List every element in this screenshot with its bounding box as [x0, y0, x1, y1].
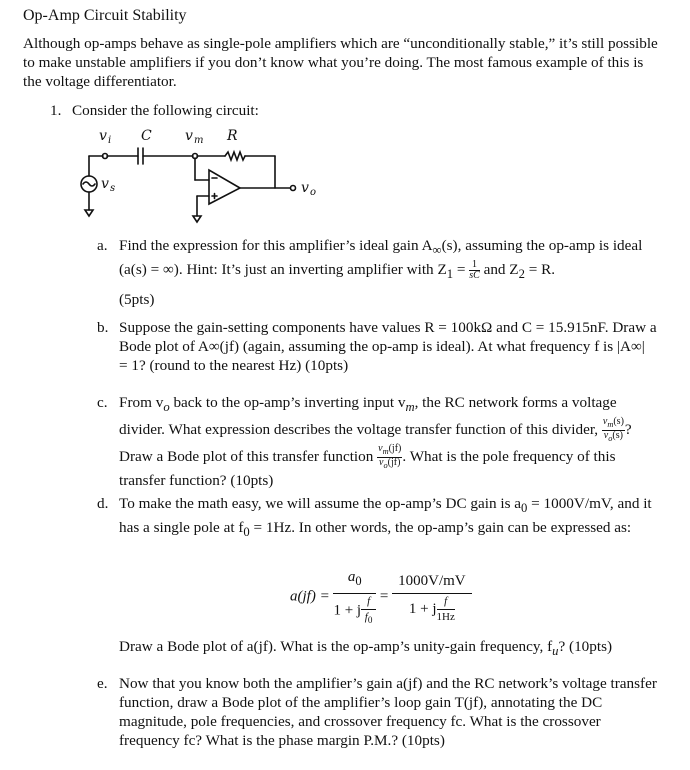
label-vo: v — [301, 180, 309, 196]
label-r: R — [227, 128, 238, 144]
intro-paragraph: Although op-amps behave as single-pole amplifiers which are “unconditionally stable,” it’s still possible to make unstable amplifiers if you don’t know what you’re doing. The most famous example of this is the voltage differentiator. — [23, 35, 658, 90]
part-c: c. From $v_o$ back to the op-amp’s inverting input $v_m$, the RC network forms a voltage divider. What expression describes the voltage transfer function of this divider, $\frac{v_m(s)}{v_o(s)}$ ? Draw a Bode plot of this transfer function $\frac{v_m(jf)}{v_o(jf)}$ . What is the pole frequency of this transfer function? (10pts) — [97, 394, 632, 490]
svg-text:i: i — [108, 135, 112, 146]
part-d: d. To make the math easy, we will assume the op-amp’s DC gain is $a_0 = 1000V/mV$, and it has a single pole at $f_0 = 1Hz$. In other words, the op-amp’s gain can be expressed as: — [97, 495, 652, 540]
part-b-text: Suppose the gain-setting components have values R = 100kΩ and C = 15.915nF. Draw a Bode plot of A∞(jf) (again, assuming the op-amp is ideal). At what frequency f is |A∞| = 1? (round to the nearest Hz) (10pts) — [119, 319, 657, 374]
gain-equation: a(jf) = $a_0$ 1 + j $\frac{f}{f_0}$ = 1000V/mV 1 + j $\frac{f}{1Hz}$ — [290, 568, 472, 626]
svg-text:m: m — [194, 135, 204, 146]
part-d-question: Draw a Bode plot of a(jf). What is the op-amp’s unity-gain frequency, $f_u$? (10pts) — [119, 638, 613, 659]
part-e — [97, 674, 657, 750]
part-label: d. — [97, 495, 109, 512]
points: (5pts) — [119, 291, 155, 309]
svg-text:o: o — [310, 187, 317, 198]
part-label: e. — [97, 675, 108, 692]
question-number: 1. — [50, 102, 62, 119]
page-title: Op-Amp Circuit Stability — [23, 7, 187, 24]
question-1 — [50, 101, 259, 120]
question-text: Consider the following circuit: — [72, 102, 259, 119]
label-c: C — [141, 128, 152, 144]
part-a: a. Find the expression for this amplifier’s ideal gain $A_\infty(s)$, assuming the op-amp is ideal (a(s) = ∞). Hint: It’s just an inverting amplifier with $Z_1$ = $\frac{1}{sC}$ and $Z_2 = R$. (5pts) — [97, 236, 657, 309]
part-label: b. — [97, 319, 109, 336]
label-vm: v — [185, 128, 193, 144]
part-label: a. — [97, 237, 108, 254]
label-vs: v — [101, 176, 109, 192]
part-label: c. — [97, 394, 108, 411]
part-e-text: Now that you know both the amplifier’s gain a(jf) and the RC network’s voltage transfer function, draw a Bode plot of the amplifier’s loop gain T(jf), annotating the DC magnitude, pole frequencies, and crossover frequency fc. What is the crossover frequency fc? What is the phase margin P.M.? (10pts) — [119, 675, 657, 749]
part-b — [97, 318, 657, 375]
label-vi: v — [99, 128, 107, 144]
svg-text:s: s — [110, 183, 116, 194]
circuit-diagram — [75, 122, 365, 230]
